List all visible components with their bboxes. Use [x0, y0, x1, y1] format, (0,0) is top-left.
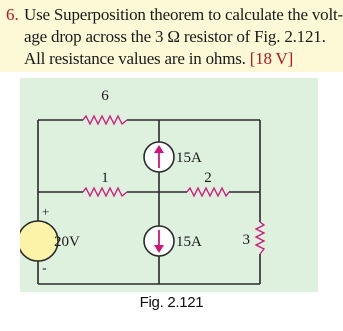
resistor-2-ohm: [187, 188, 229, 196]
voltage-source-minus: -: [42, 261, 47, 276]
figure-caption: Fig. 2.121: [139, 294, 204, 311]
wires: [38, 120, 260, 284]
resistor-3-ohm: [256, 222, 264, 254]
label-current-bottom: 15A: [176, 234, 202, 250]
problem-line-1: Use Superposition theorem to calculate the volt-: [24, 5, 343, 24]
problem-answer: [18 V]: [249, 49, 294, 68]
circuit-figure: [20, 78, 318, 292]
current-source-top: [144, 142, 174, 172]
voltage-source-plus: +: [42, 204, 50, 219]
label-3-ohm: 3: [242, 232, 250, 248]
voltage-source: [20, 221, 58, 261]
current-source-bottom: [144, 226, 174, 256]
circuit-diagram: [20, 78, 318, 292]
problem-line-2: age drop across the 3 Ω resistor of Fig. 2.121.: [24, 27, 326, 46]
label-2-ohm: 2: [204, 170, 212, 186]
problem-line-3-text: All resistance values are in ohms.: [24, 49, 246, 68]
problem-line-3: [24, 49, 293, 69]
problem-statement: [0, 0, 343, 72]
label-6-ohm: 6: [101, 88, 109, 104]
label-voltage-source: 20V: [54, 234, 80, 250]
problem-number: 6.: [6, 5, 19, 24]
label-1-ohm: 1: [101, 170, 109, 186]
resistor-1-ohm: [83, 188, 127, 196]
resistor-6-ohm: [83, 116, 127, 124]
label-current-top: 15A: [176, 150, 202, 166]
